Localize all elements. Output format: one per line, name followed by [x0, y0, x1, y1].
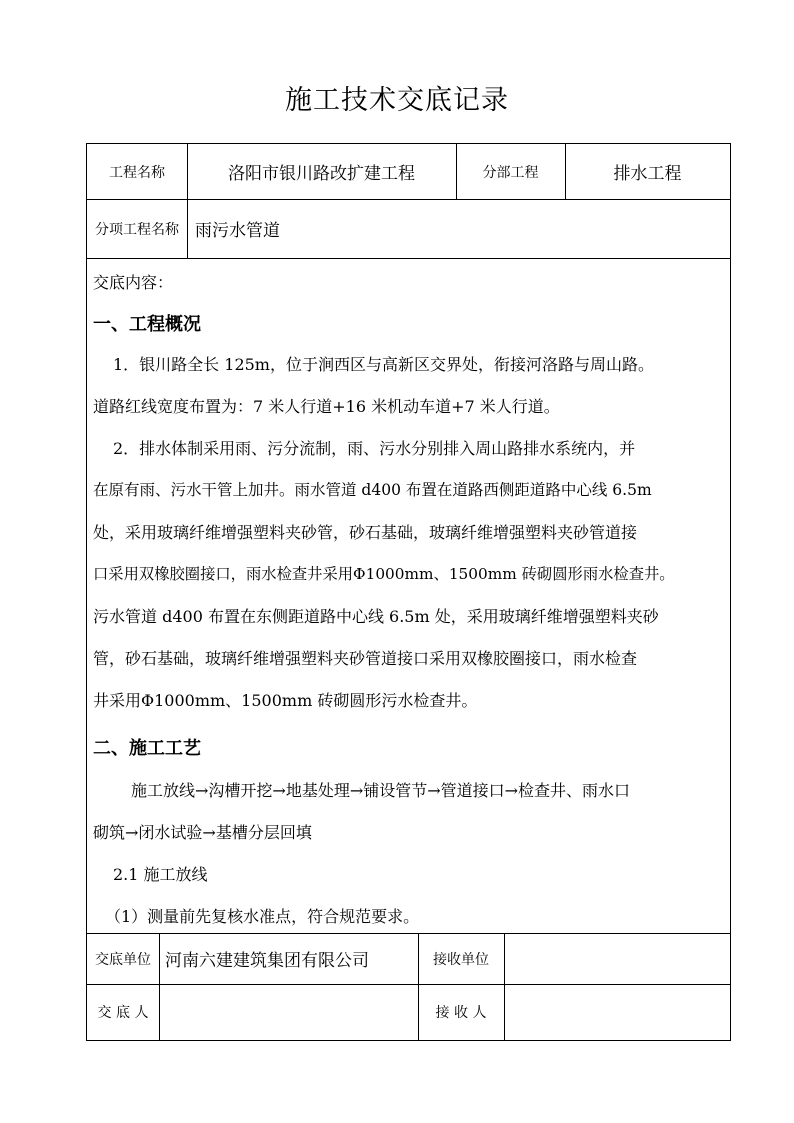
receiver-label: 接 收 人: [435, 1005, 487, 1021]
handover-unit-value: 河南六建建筑集团有限公司: [165, 951, 369, 971]
paragraph-line: 1．银川路全长 125m，位于涧西区与高新区交界处，衔接河洛路与周山路。: [113, 355, 654, 374]
paragraph-line: 口采用双橡胶圈接口，雨水检查井采用Φ1000mm、1500mm 砖砌圆形雨水检查井。: [93, 565, 675, 583]
section-heading: 一、工程概况: [93, 314, 201, 335]
paragraph-line: 井采用Φ1000mm、1500mm 砖砌圆形污水检查井。: [93, 691, 478, 710]
paragraph-line: 施工放线→沟槽开挖→地基处理→铺设管节→管道接口→检查井、雨水口: [131, 781, 631, 800]
handover-person-label: 交 底 人: [97, 1005, 149, 1021]
section-heading: 二、施工工艺: [93, 738, 201, 759]
paragraph-line: 砌筑→闭水试验→基槽分层回填: [93, 823, 312, 842]
paragraph-line: 在原有雨、污水干管上加井。雨水管道 d400 布置在道路西侧距道路中心线 6.5m: [93, 481, 652, 499]
handover-record-table: [86, 143, 731, 1041]
paragraph-line: 处，采用玻璃纤维增强塑料夹砂管，砂石基础，玻璃纤维增强塑料夹砂管道接: [93, 523, 638, 542]
column-divider: [159, 933, 160, 1040]
paragraph-line: 2．排水体制采用雨、污分流制，雨、污水分别排入周山路排水系统内，并: [113, 439, 636, 458]
paragraph-line: （1）测量前先复核水准点，符合规范要求。: [105, 907, 420, 926]
paragraph-line: 污水管道 d400 布置在东侧距道路中心线 6.5m 处，采用玻璃纤维增强塑料夹砂: [93, 607, 659, 626]
document-title: 施工技术交底记录: [285, 85, 509, 116]
division-label: 分部工程: [482, 164, 539, 181]
subitem-label: 分项工程名称: [95, 221, 179, 238]
row-divider: [87, 258, 730, 259]
paragraph-line: 管，砂石基础，玻璃纤维增强塑料夹砂管道接口采用双橡胶圈接口，雨水检查: [93, 649, 638, 668]
receiving-unit-label: 接收单位: [433, 951, 489, 968]
project-name-label: 工程名称: [109, 164, 165, 181]
project-name-value: 洛阳市银川路改扩建工程: [228, 164, 415, 184]
handover-unit-label: 交底单位: [95, 951, 151, 968]
division-value: 排水工程: [613, 164, 682, 184]
paragraph-line: 道路红线宽度布置为：7 米人行道+16 米机动车道+7 米人行道。: [93, 397, 560, 416]
subitem-value: 雨污水管道: [195, 221, 280, 241]
subsection-heading: 2.1 施工放线: [113, 865, 208, 884]
intro-label: 交底内容：: [93, 273, 174, 292]
